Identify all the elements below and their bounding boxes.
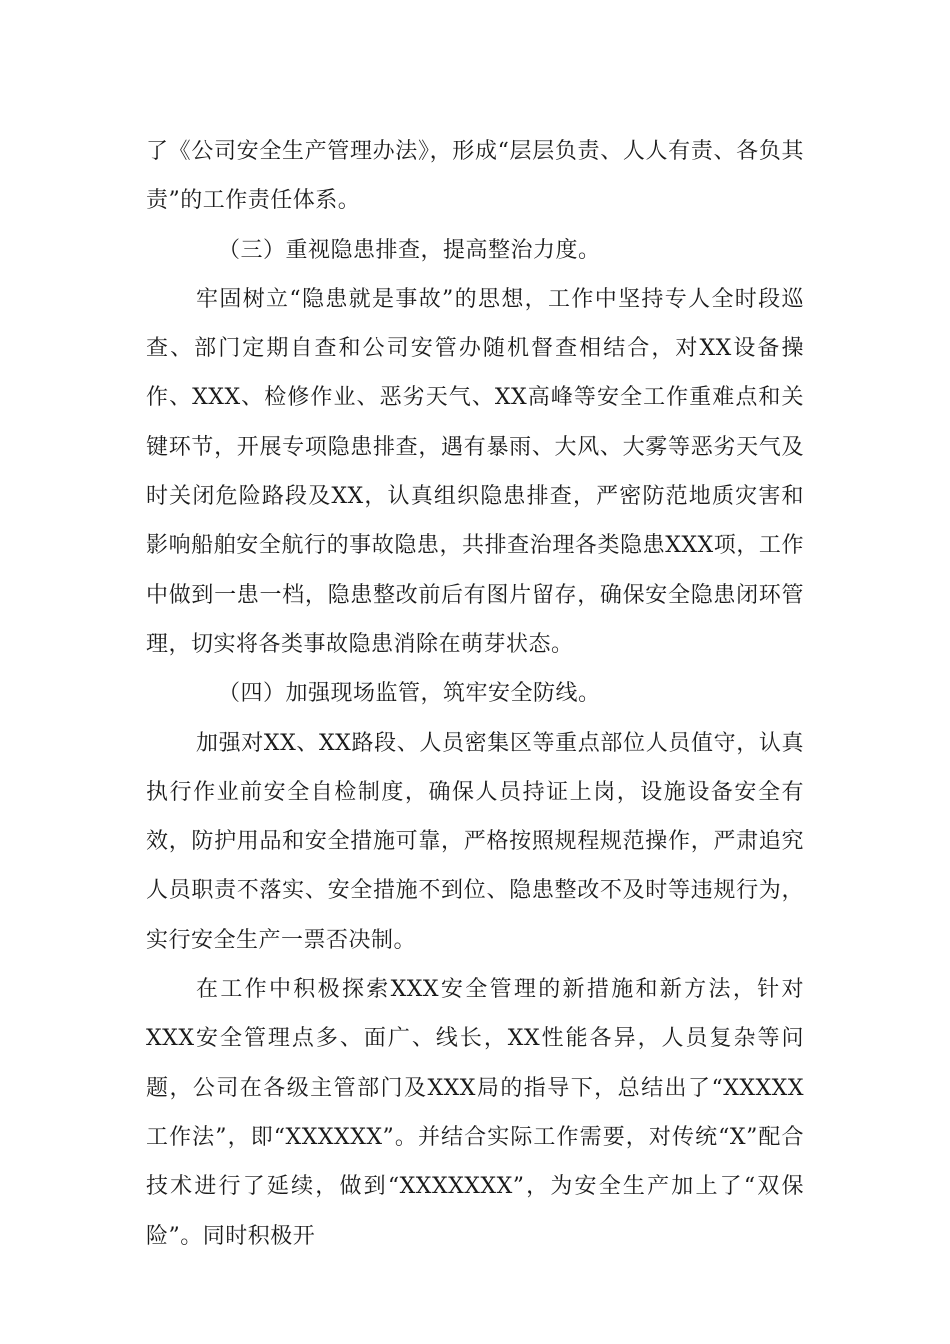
paragraph-site-supervision: 加强对XX、XX路段、人员密集区等重点部位人员值守，认真执行作业前安全自检制度，确保人员持证上岗，设施设备安全有效，防护用品和安全措施可靠，严格按照规程规范操作，严肃追究人员职责不落实、安全措施不到位、隐患整改不及时等违规行为，实行安全生产一票否决制。 — [146, 730, 804, 953]
section-heading-3: （三）重视隐患排查，提高整治力度。 — [218, 237, 601, 263]
paragraph-continuation: 了《公司安全生产管理办法》，形成“层层负责、人人有责、各负其责”的工作责任体系。 — [146, 139, 804, 214]
paragraph-new-measures: 在工作中积极探索XXX安全管理的新措施和新方法，针对XXX安全管理点多、面广、线长，XX性能各异，人员复杂等问题，公司在各级主管部门及XXX局的指导下，总结出了“XXXXX工作法”，即“XXXXXX”。并结合实际工作需要，对传统“X”配合技术进行了延续，做到“XXXXXXX”，为安全生产加上了“双保险”。同时积极开 — [146, 977, 804, 1249]
paragraph-hazard-inspection: 牢固树立“隐患就是事故”的思想，工作中坚持专人全时段巡查、部门定期自查和公司安管办随机督查相结合，对XX设备操作、XXX、检修作业、恶劣天气、XX高峰等安全工作重难点和关键环节，开展专项隐患排查，遇有暴雨、大风、大雾等恶劣天气及时关闭危险路段及XX，认真组织隐患排查，严密防范地质灾害和影响船舶安全航行的事故隐患，共排查治理各类隐患XXX项，工作中做到一患一档，隐患整改前后有图片留存，确保安全隐患闭环管理，切实将各类事故隐患消除在萌芽状态。 — [146, 286, 804, 657]
document-body — [146, 127, 804, 1261]
section-heading-4: （四）加强现场监管，筑牢安全防线。 — [218, 681, 601, 707]
